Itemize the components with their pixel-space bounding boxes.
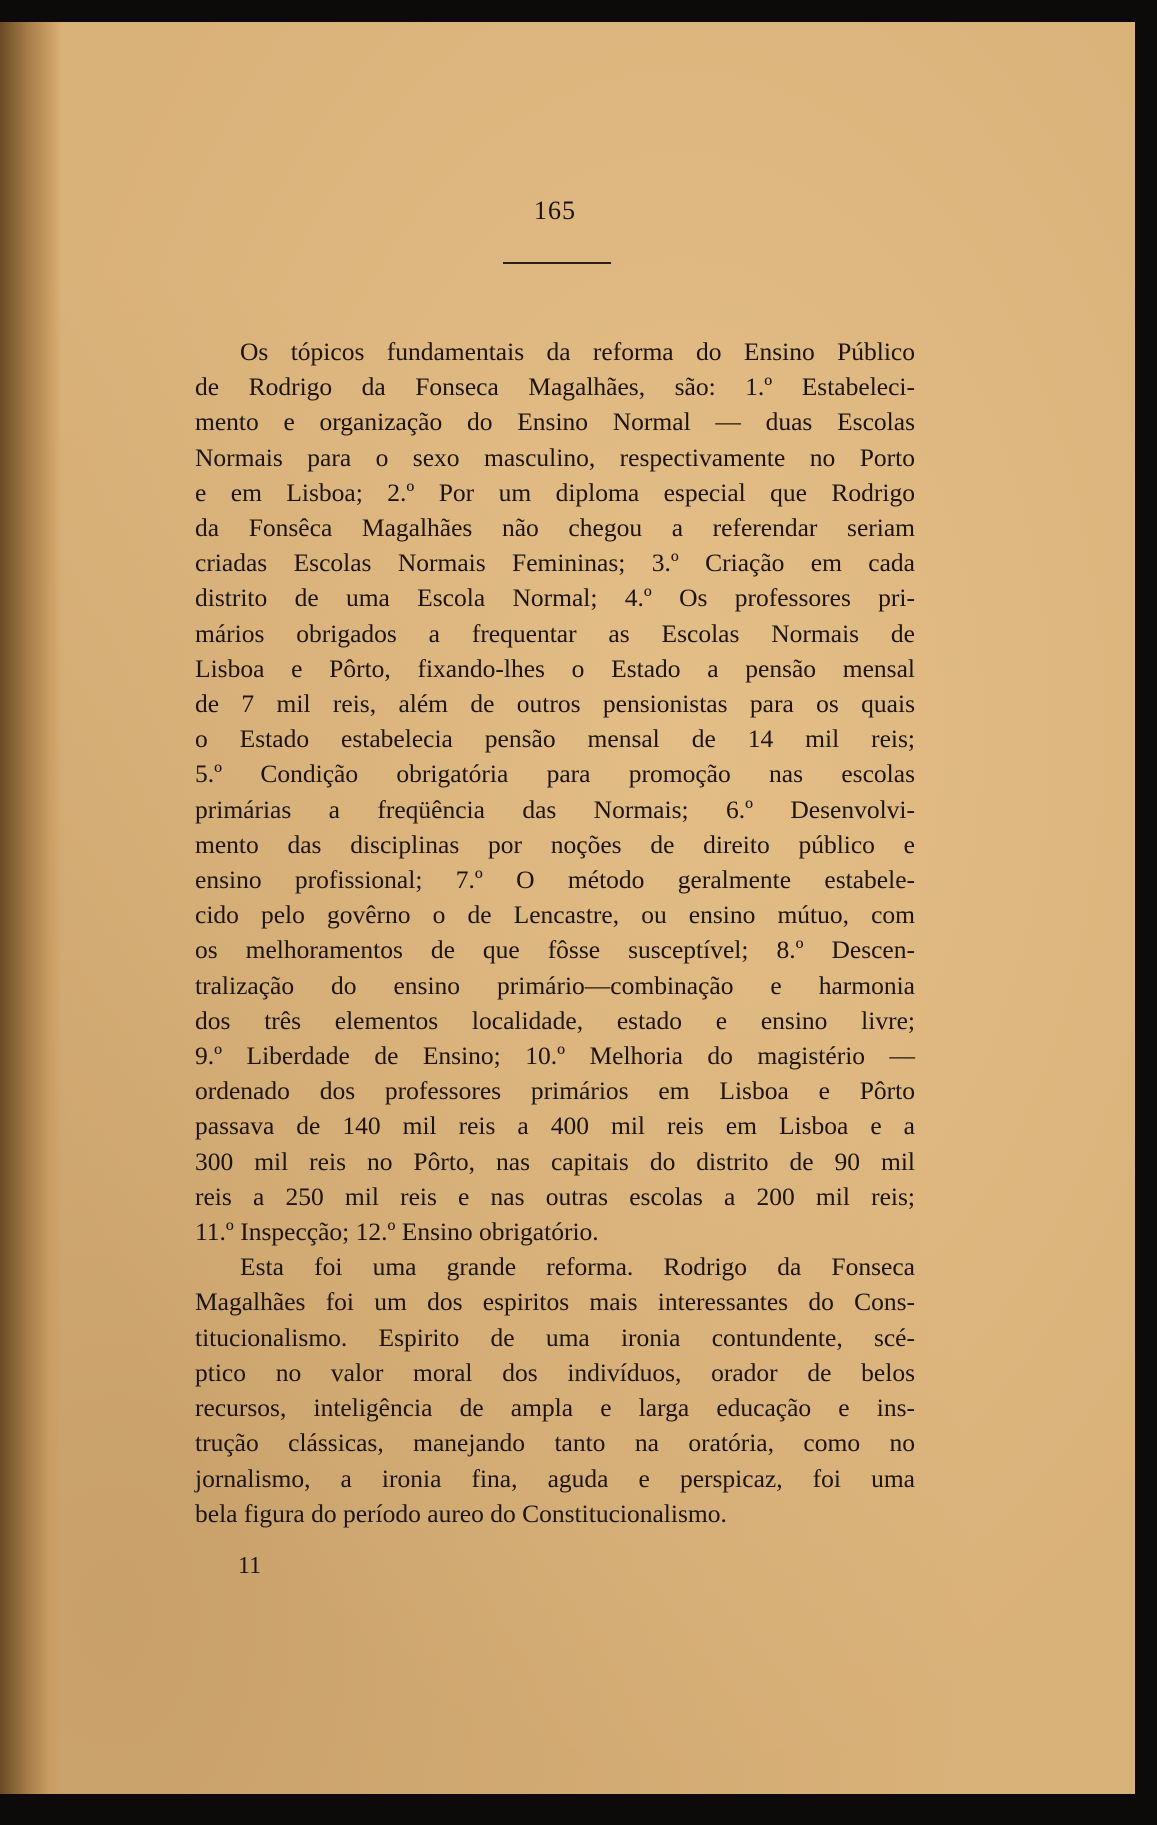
text-line: o Estado estabelecia pensão mensal de 14 mil reis; [195,724,915,754]
text-line: recursos, inteligência de ampla e larga educação e ins- [195,1393,915,1423]
text-line: mento e organização do Ensino Normal — duas Escolas [195,407,915,437]
text-line: mento das disciplinas por noções de direito público e [195,829,915,859]
text-line: criadas Escolas Normais Femininas; 3.º Criação em cada [195,548,915,578]
text-line: ensino profissional; 7.º O método geralmente estabele- [195,865,915,895]
text-line: reis a 250 mil reis e nas outras escolas a 200 mil reis; [195,1181,915,1211]
text-line: os melhoramentos de que fôsse susceptível; 8.º Descen- [195,935,915,965]
text-line: Magalhães foi um dos espiritos mais interessantes do Cons- [195,1287,915,1317]
paragraph-1 [195,334,915,1249]
text-line: 5.º Condição obrigatória para promoção nas escolas [195,759,915,789]
text-line: 11.º Inspecção; 12.º Ensino obrigatório. [195,1217,599,1247]
text-line: bela figura do período aureo do Constitucionalismo. [195,1498,727,1528]
text-line: tralização do ensino primário—combinação e harmonia [195,970,915,1000]
text-line: dos três elementos localidade, estado e ensino livre; [195,1005,915,1035]
text-line: de 7 mil reis, além de outros pensionistas para os quais [195,689,915,719]
text-line: Lisboa e Pôrto, fixando-lhes o Estado a pensão mensal [195,653,915,683]
text-line: Esta foi uma grande reforma. Rodrigo da Fonseca [240,1252,915,1282]
text-line: ordenado dos professores primários em Lisboa e Pôrto [195,1076,915,1106]
text-line: 9.º Liberdade de Ensino; 10.º Melhoria do magistério — [195,1041,915,1071]
text-line: distrito de uma Escola Normal; 4.º Os professores pri- [195,583,915,613]
text-line: passava de 140 mil reis a 400 mil reis em Lisboa e a [195,1111,915,1141]
text-line: e em Lisboa; 2.º Por um diploma especial que Rodrigo [195,477,915,507]
text-line: da Fonsêca Magalhães não chegou a referendar seriam [195,513,915,543]
paragraph-2 [195,1249,915,1531]
text-line: mários obrigados a frequentar as Escolas Normais de [195,618,915,648]
text-line: 300 mil reis no Pôrto, nas capitais do distrito de 90 mil [195,1146,915,1176]
text-line: Normais para o sexo masculino, respectivamente no Porto [195,442,915,472]
text-line: primárias a freqüência das Normais; 6.º Desenvolvi- [195,794,915,824]
text-line: Os tópicos fundamentais da reforma do Ensino Público [240,337,915,366]
text-line: titucionalismo. Espirito de uma ironia contundente, scé- [195,1322,915,1352]
body-text [195,334,915,1531]
text-line: trução clássicas, manejando tanto na oratória, como no [195,1428,915,1458]
page-number: 165 [534,196,576,225]
text-line: ptico no valor moral dos indivíduos, orador de belos [195,1357,915,1387]
book-spine-shadow [0,22,62,1794]
text-line: jornalismo, a ironia fina, aguda e perspicaz, foi uma [195,1463,915,1493]
text-line: cido pelo govêrno o de Lencastre, ou ensino mútuo, com [195,900,915,930]
signature-mark: 11 [238,1553,262,1579]
text-line: de Rodrigo da Fonseca Magalhães, são: 1.º Estabeleci- [195,372,915,402]
page-number-rule [503,262,611,264]
